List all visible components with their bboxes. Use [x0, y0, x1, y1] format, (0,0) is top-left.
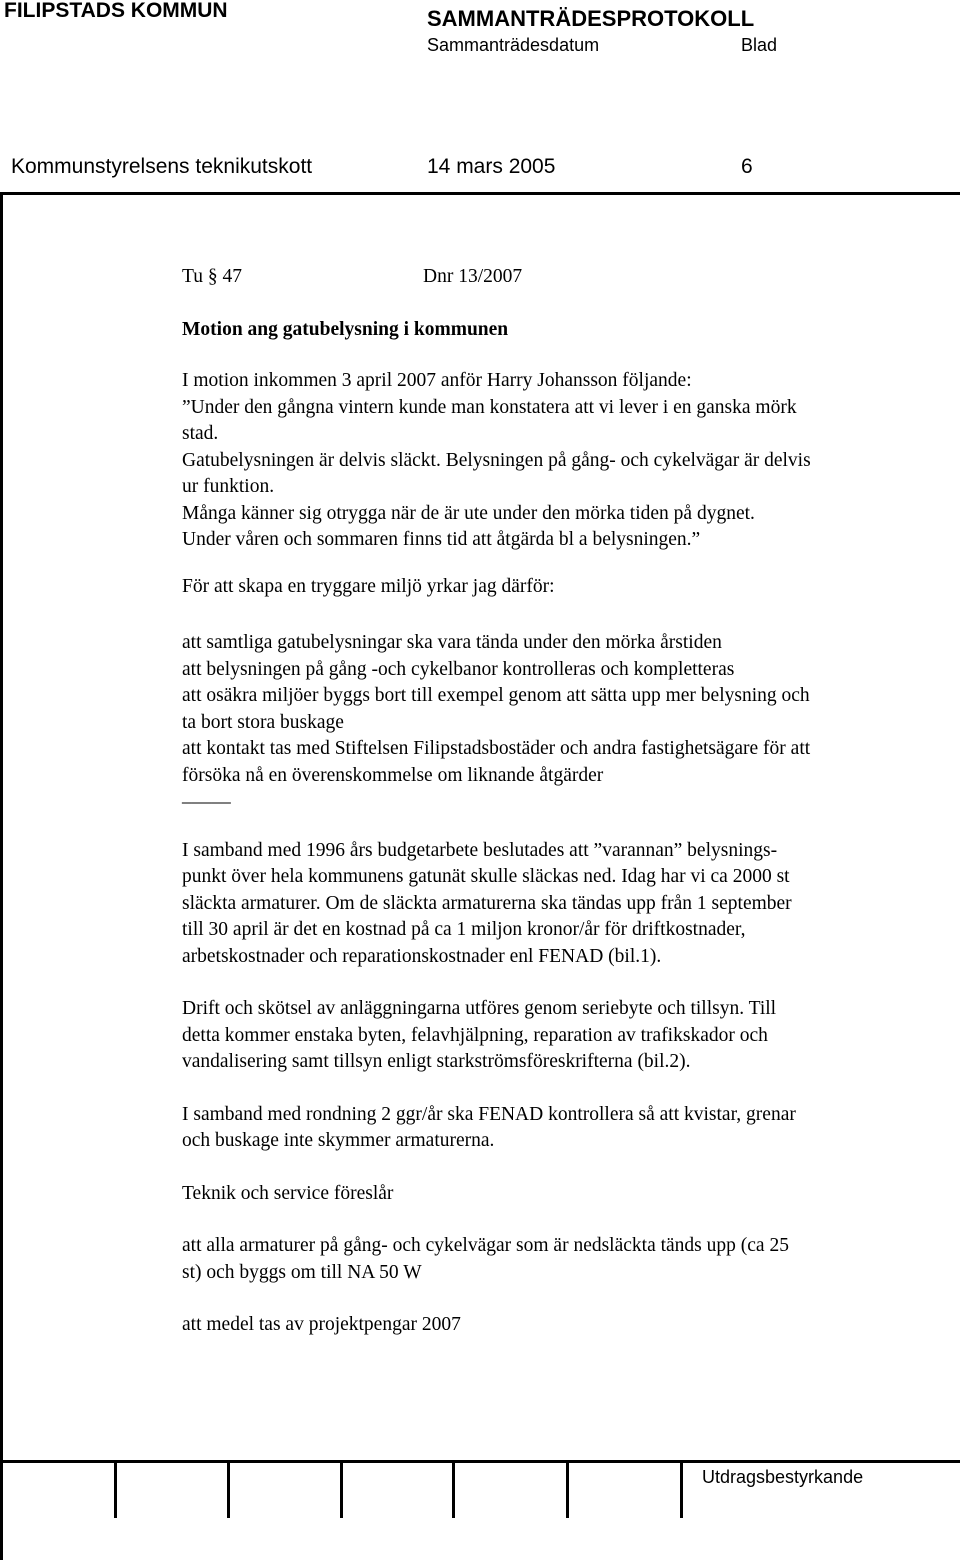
- maintenance-paragraph: Drift och skötsel av anläggningarna utföres genom seriebyte och tillsyn. Till detta kommer enstaka byten, felavhjälpning, reparation av trafikskador och vandalisering samt tillsyn enligt starkströmsföreskrifterna (bil.2).: [182, 998, 777, 1072]
- motion-intro: I motion inkommen 3 april 2007 anför Harry Johansson följande: ”Under den gångna vintern kunde man konstatera att vi lever i en ganska mörk stad.: [182, 370, 797, 444]
- meeting-date-label: Sammanträdesdatum: [427, 35, 600, 55]
- inspection-paragraph: I samband med rondning 2 ggr/år ska FENAD kontrollera så att kvistar, grenar och buskage inte skymmer armaturerna.: [182, 1103, 796, 1151]
- page-number: 6: [741, 155, 753, 178]
- protocol-body: [182, 264, 942, 1339]
- case-reference: [182, 264, 942, 291]
- background-paragraph: I samband med 1996 års budgetarbete beslutades att ”varannan” belysnings- punkt över hela kommunens gatunät skulle släckas ned. Idag har vi ca 2000 st släckta armaturer. Om de släckta armaturerna ska tändas upp från 1 september till 30 april är det en kostnad på ca 1 miljon kronor/år för driftkostnader, arbetskostnader och reparationskostnader enl FENAD (bil.1).: [182, 839, 792, 967]
- proposal-heading: Teknik och service föreslår: [182, 1182, 394, 1204]
- signature-divider: [566, 1460, 569, 1518]
- motion-demand-intro: För att skapa en tryggare miljö yrkar jag därför:: [182, 575, 555, 597]
- separator: _____: [182, 785, 231, 806]
- motion-quote: Gatubelysningen är delvis släckt. Belysningen på gång- och cykelvägar är delvis ur funktion. Många känner sig otrygga när de är ute under den mörka tiden på dygnet. Under våren och sommaren finns tid att åtgärda bl a belysningen.”: [182, 449, 811, 550]
- proposal-item-1: att alla armaturer på gång- och cykelvägar som är nedsläckta tänds upp (ca 25 st) och byggs om till NA 50 W: [182, 1235, 789, 1283]
- signature-divider: [340, 1460, 343, 1518]
- proposal-item-2: att medel tas av projektpengar 2007: [182, 1314, 461, 1335]
- motion-demands: att samtliga gatubelysningar ska vara tända under den mörka årstiden att belysningen på gång -och cykelbanor kontrolleras och kompletteras att osäkra miljöer byggs bort till exempel genom att sätta upp mer belysning och ta bort stora buskage att kontakt tas med Stiftelsen Filipstadsbostäder och andra fastighetsägare för att försöka nå en överenskommelse om liknande åtgärder: [182, 632, 811, 786]
- case-title: Motion ang gatubelysning i kommunen: [182, 318, 509, 340]
- protocol-title: SAMMANTRÄDESPROTOKOLL: [427, 6, 755, 31]
- committee-name: Kommunstyrelsens teknikutskott: [11, 155, 313, 178]
- meeting-date: 14 mars 2005: [427, 155, 556, 178]
- page-label: Blad: [741, 35, 778, 55]
- signature-divider: [114, 1460, 117, 1518]
- case-diary-number: Dnr 13/2007: [423, 266, 523, 287]
- signature-divider: [452, 1460, 455, 1518]
- organization-name: FILIPSTADS KOMMUN: [4, 0, 228, 22]
- certification-label: Utdragsbestyrkande: [702, 1467, 864, 1487]
- signature-divider: [227, 1460, 230, 1518]
- signature-divider: [680, 1460, 683, 1518]
- case-paragraph: Tu § 47: [182, 266, 242, 287]
